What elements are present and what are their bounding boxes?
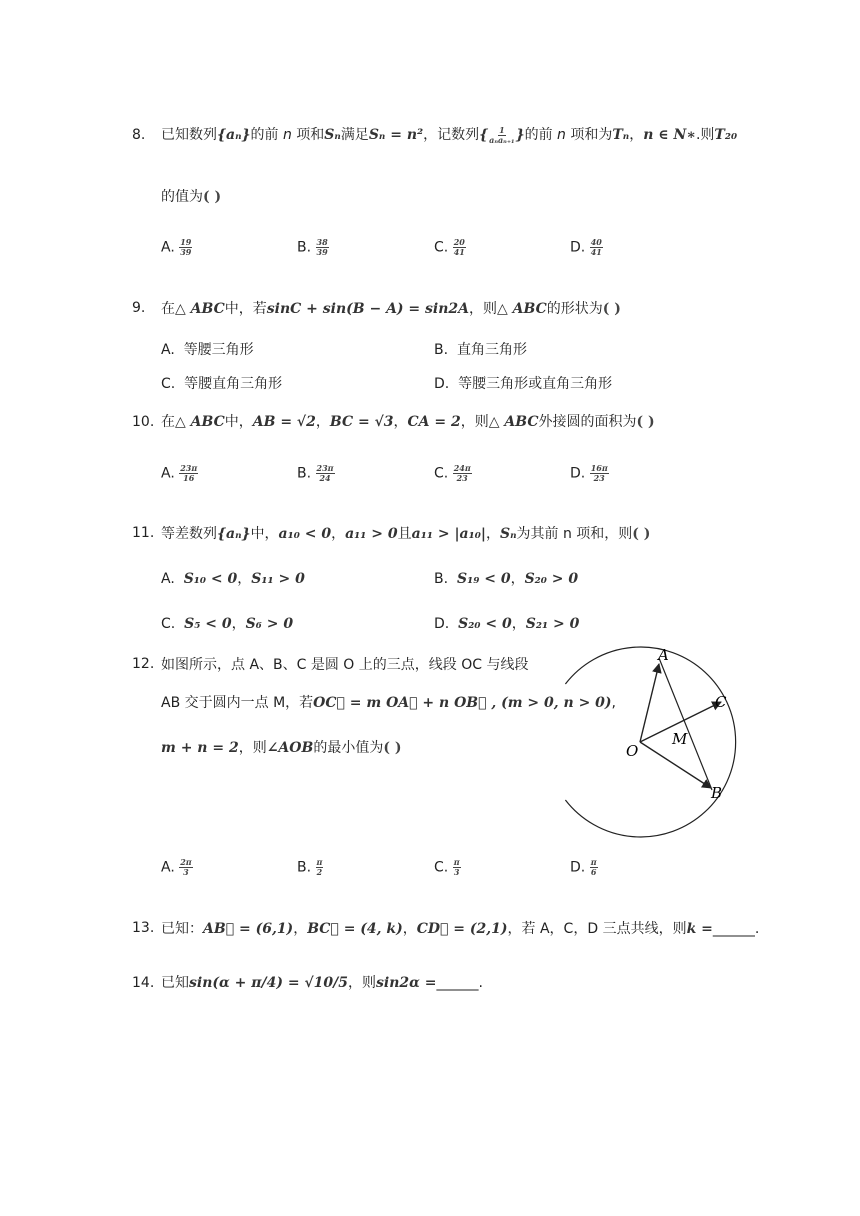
option-a[interactable] — [161, 568, 305, 588]
math-tn: Tₙ — [612, 127, 630, 143]
math-cond: n ∈ N∗ — [643, 127, 696, 143]
brace: { — [479, 127, 489, 143]
stem-text: ， — [315, 414, 330, 430]
option-label: B. — [297, 239, 312, 256]
stem-text: 的值为 — [161, 189, 203, 205]
option-label: B. — [434, 571, 449, 587]
math-cond: S₁₀ < 0 — [183, 571, 238, 587]
answer-paren: ( ) — [203, 189, 222, 205]
math-eq: m + n = 2 — [161, 740, 239, 756]
math-cond: S₂₁ > 0 — [525, 616, 580, 632]
question-12-stem-cont2 — [161, 737, 401, 757]
label-a: A — [658, 646, 669, 664]
numerator: 1 — [499, 124, 505, 135]
option-label: A. — [161, 465, 175, 482]
question-14-stem — [161, 972, 483, 992]
fraction — [316, 238, 329, 257]
option-label: D. — [434, 616, 450, 632]
math-eq: sin(α + π/4) = √10/5 — [189, 975, 348, 991]
question-10-stem — [161, 411, 655, 431]
question-8-stem — [161, 124, 737, 145]
fraction — [488, 126, 515, 145]
option-label: D. — [570, 859, 586, 876]
fraction — [590, 464, 609, 483]
stem-text: ， — [402, 921, 417, 937]
stem-text: ， — [393, 414, 408, 430]
option-label: A. — [161, 239, 175, 256]
denominator: 16 — [183, 473, 195, 483]
question-number: 8. — [132, 127, 146, 143]
option-d[interactable] — [570, 858, 598, 877]
stem-text: ，若 A，C，D 三点共线，则 — [507, 921, 687, 937]
numerator: 19 — [180, 237, 192, 247]
numerator: 38 — [316, 237, 328, 247]
stem-text: 项和 — [291, 127, 325, 143]
stem-text: .则 — [695, 127, 715, 143]
stem-text: 为其前 n 项和，则 — [516, 526, 633, 542]
option-a[interactable] — [161, 858, 193, 877]
math-cond: a₁₁ > 0 — [345, 526, 398, 542]
segment-ab — [659, 658, 712, 790]
option-c[interactable] — [161, 613, 293, 633]
numerator: 23π — [180, 463, 198, 473]
numerator: 40 — [590, 237, 602, 247]
stem-text: ， — [293, 921, 308, 937]
option-c[interactable] — [434, 238, 466, 257]
fraction — [453, 238, 466, 257]
option-label: A. — [161, 859, 175, 876]
math-triangle: △ ABC — [497, 301, 547, 317]
math-ask: sin2α = — [376, 975, 437, 991]
stem-text: ， — [485, 526, 500, 542]
segment-ob — [640, 742, 711, 788]
brace: } — [515, 127, 525, 143]
option-a[interactable] — [161, 464, 198, 483]
option-c[interactable] — [434, 464, 472, 483]
option-d[interactable] — [434, 373, 612, 393]
option-text: 等腰直角三角形 — [184, 376, 283, 392]
stem-text: 中，若 — [224, 301, 267, 317]
math-vector: AB⃗ = (6,1) — [203, 921, 294, 937]
math-triangle: △ ABC — [175, 414, 225, 430]
answer-paren: ( ) — [632, 526, 651, 542]
math-triangle: △ ABC — [488, 414, 539, 430]
math-eq: CA = 2 — [407, 414, 461, 430]
option-label: C. — [161, 376, 176, 392]
option-c[interactable] — [434, 858, 461, 877]
denominator: 24 — [319, 473, 331, 483]
numerator: 23π — [316, 463, 334, 473]
circle-figure — [555, 640, 755, 840]
stem-text: ， — [331, 526, 346, 542]
denominator: 23 — [456, 473, 468, 483]
fraction — [316, 858, 324, 877]
stem-text: ，记数列 — [423, 127, 480, 143]
numerator: 2π — [180, 857, 192, 867]
segment-oa — [640, 664, 659, 742]
fraction — [179, 464, 198, 483]
stem-var: n — [557, 127, 566, 143]
math-cond: a₁₀ < 0 — [278, 526, 332, 542]
stem-text: ， — [237, 571, 252, 587]
denominator: 39 — [316, 247, 328, 257]
denominator: 41 — [590, 247, 602, 257]
option-b[interactable] — [297, 464, 335, 483]
option-b[interactable] — [297, 238, 329, 257]
math-cond: S₁₁ > 0 — [251, 571, 305, 587]
answer-blank[interactable]: ______. — [712, 921, 760, 937]
math-cond: S₂₀ > 0 — [524, 571, 579, 587]
math-cond: S₆ > 0 — [245, 616, 294, 632]
fraction — [453, 858, 461, 877]
stem-text: 满足 — [340, 127, 369, 143]
option-b[interactable] — [434, 568, 578, 588]
math-angle: ∠AOB — [266, 740, 314, 756]
stem-text: ，则 — [460, 414, 489, 430]
stem-text: 的最小值为 — [313, 740, 384, 756]
stem-text: 已知数列 — [161, 127, 217, 143]
fraction — [179, 858, 192, 877]
question-11-stem — [161, 523, 650, 543]
answer-paren: ( ) — [602, 301, 621, 317]
option-label: B. — [297, 859, 312, 876]
math-seq: {aₙ} — [217, 127, 251, 143]
stem-text: , — [611, 695, 616, 711]
option-d[interactable] — [570, 464, 609, 483]
option-text: 等腰三角形 — [183, 342, 254, 358]
math-eq: BC = √3 — [329, 414, 394, 430]
answer-blank[interactable]: ______. — [436, 975, 483, 991]
stem-text: 的形状为 — [546, 301, 603, 317]
numerator: π — [316, 857, 323, 867]
stem-text: 在 — [161, 414, 175, 430]
fraction — [179, 238, 192, 257]
denominator: 23 — [593, 473, 605, 483]
stem-text: ， — [629, 127, 644, 143]
question-number: 12. — [132, 656, 155, 672]
math-triangle: △ ABC — [175, 301, 225, 317]
denominator: 3 — [183, 867, 189, 877]
option-text: 等腰三角形或直角三角形 — [458, 376, 613, 392]
answer-paren: ( ) — [636, 414, 655, 430]
stem-text: ，则 — [238, 740, 267, 756]
math-vector: CD⃗ = (2,1) — [416, 921, 508, 937]
denominator: aₙaₙ₊₁ — [489, 134, 515, 145]
stem-text: AB 交于圆内一点 M，若 — [161, 695, 314, 711]
fraction — [590, 858, 598, 877]
question-number: 13. — [132, 920, 155, 936]
question-8-stem-cont — [161, 186, 221, 206]
denominator: 6 — [590, 867, 597, 877]
question-13-stem — [161, 918, 759, 938]
stem-text: ，则 — [469, 301, 498, 317]
denominator: 3 — [453, 867, 460, 877]
option-c[interactable] — [161, 373, 282, 393]
option-label: B. — [297, 465, 312, 482]
option-label: C. — [161, 616, 176, 632]
numerator: π — [453, 857, 460, 867]
numerator: 20 — [453, 237, 465, 247]
question-number: 11. — [132, 525, 155, 541]
math-sn: Sₙ — [499, 526, 517, 542]
stem-text: 等差数列 — [161, 526, 217, 542]
stem-text: ，则 — [348, 975, 376, 991]
question-number: 14. — [132, 975, 155, 991]
denominator: 39 — [180, 247, 192, 257]
stem-text: 在 — [161, 301, 175, 317]
stem-text: 的前 — [250, 127, 283, 143]
option-d[interactable] — [570, 238, 603, 257]
denominator: 41 — [453, 247, 465, 257]
stem-text: 已知 — [161, 975, 189, 991]
option-label: C. — [434, 239, 449, 256]
question-number: 9. — [132, 300, 146, 316]
stem-text: ， — [511, 616, 526, 632]
option-a[interactable] — [161, 238, 192, 257]
math-k: k = — [686, 921, 713, 937]
option-label: D. — [570, 239, 586, 256]
denominator: 2 — [316, 867, 323, 877]
math-cond: a₁₁ > |a₁₀| — [411, 526, 486, 542]
option-label: B. — [434, 342, 449, 358]
option-label: A. — [161, 571, 175, 587]
math-vector-eq: OC⃗ = m OA⃗ + n OB⃗ , (m > 0, n > 0) — [313, 695, 612, 711]
math-eq: Sₙ = n² — [368, 127, 424, 143]
option-text: 直角三角形 — [456, 342, 527, 358]
fraction — [316, 464, 335, 483]
math-cond: S₅ < 0 — [184, 616, 232, 632]
question-number: 10. — [132, 414, 155, 430]
stem-text: 中， — [250, 526, 279, 542]
answer-paren: ( ) — [383, 740, 402, 756]
question-12-stem: 如图所示，点 A、B、C 是圆 O 上的三点，线段 OC 与线段 — [161, 657, 529, 673]
stem-text: ， — [231, 616, 246, 632]
stem-text: 的前 — [524, 127, 558, 143]
math-eq: AB = √2 — [252, 414, 316, 430]
math-sn: Sₙ — [324, 127, 341, 143]
option-label: C. — [434, 859, 449, 876]
numerator: 16π — [590, 463, 608, 473]
label-c: C — [715, 693, 727, 711]
option-b[interactable] — [297, 858, 323, 877]
stem-text: 已知： — [161, 921, 203, 937]
stem-text: 且 — [397, 526, 412, 542]
option-label: C. — [434, 465, 449, 482]
math-vector: BC⃗ = (4, k) — [307, 921, 403, 937]
label-b: B — [711, 784, 723, 802]
math-cond: S₂₀ < 0 — [458, 616, 512, 632]
math-t20: T₂₀ — [714, 127, 738, 143]
label-m: M — [672, 730, 688, 748]
fraction — [590, 238, 603, 257]
fraction — [453, 464, 472, 483]
circle-arc — [565, 647, 735, 837]
question-12-stem-cont — [161, 692, 616, 712]
numerator: 24π — [453, 463, 471, 473]
numerator: π — [590, 857, 597, 867]
label-o: O — [626, 742, 639, 760]
question-9-stem — [161, 298, 621, 318]
option-label: A. — [161, 342, 175, 358]
stem-text: 项和为 — [565, 127, 613, 143]
stem-text: ， — [510, 571, 525, 587]
option-label: D. — [434, 376, 450, 392]
option-label: D. — [570, 465, 586, 482]
math-eq: sinC + sin(B − A) = sin2A — [266, 301, 470, 317]
stem-text: 外接圆的面积为 — [538, 414, 637, 430]
option-b[interactable] — [434, 339, 527, 359]
option-a[interactable] — [161, 339, 254, 359]
stem-var: n — [282, 127, 292, 143]
stem-text: 中， — [224, 414, 253, 430]
math-seq: {aₙ} — [217, 526, 251, 542]
math-cond: S₁₉ < 0 — [456, 571, 511, 587]
option-d[interactable] — [434, 613, 579, 633]
